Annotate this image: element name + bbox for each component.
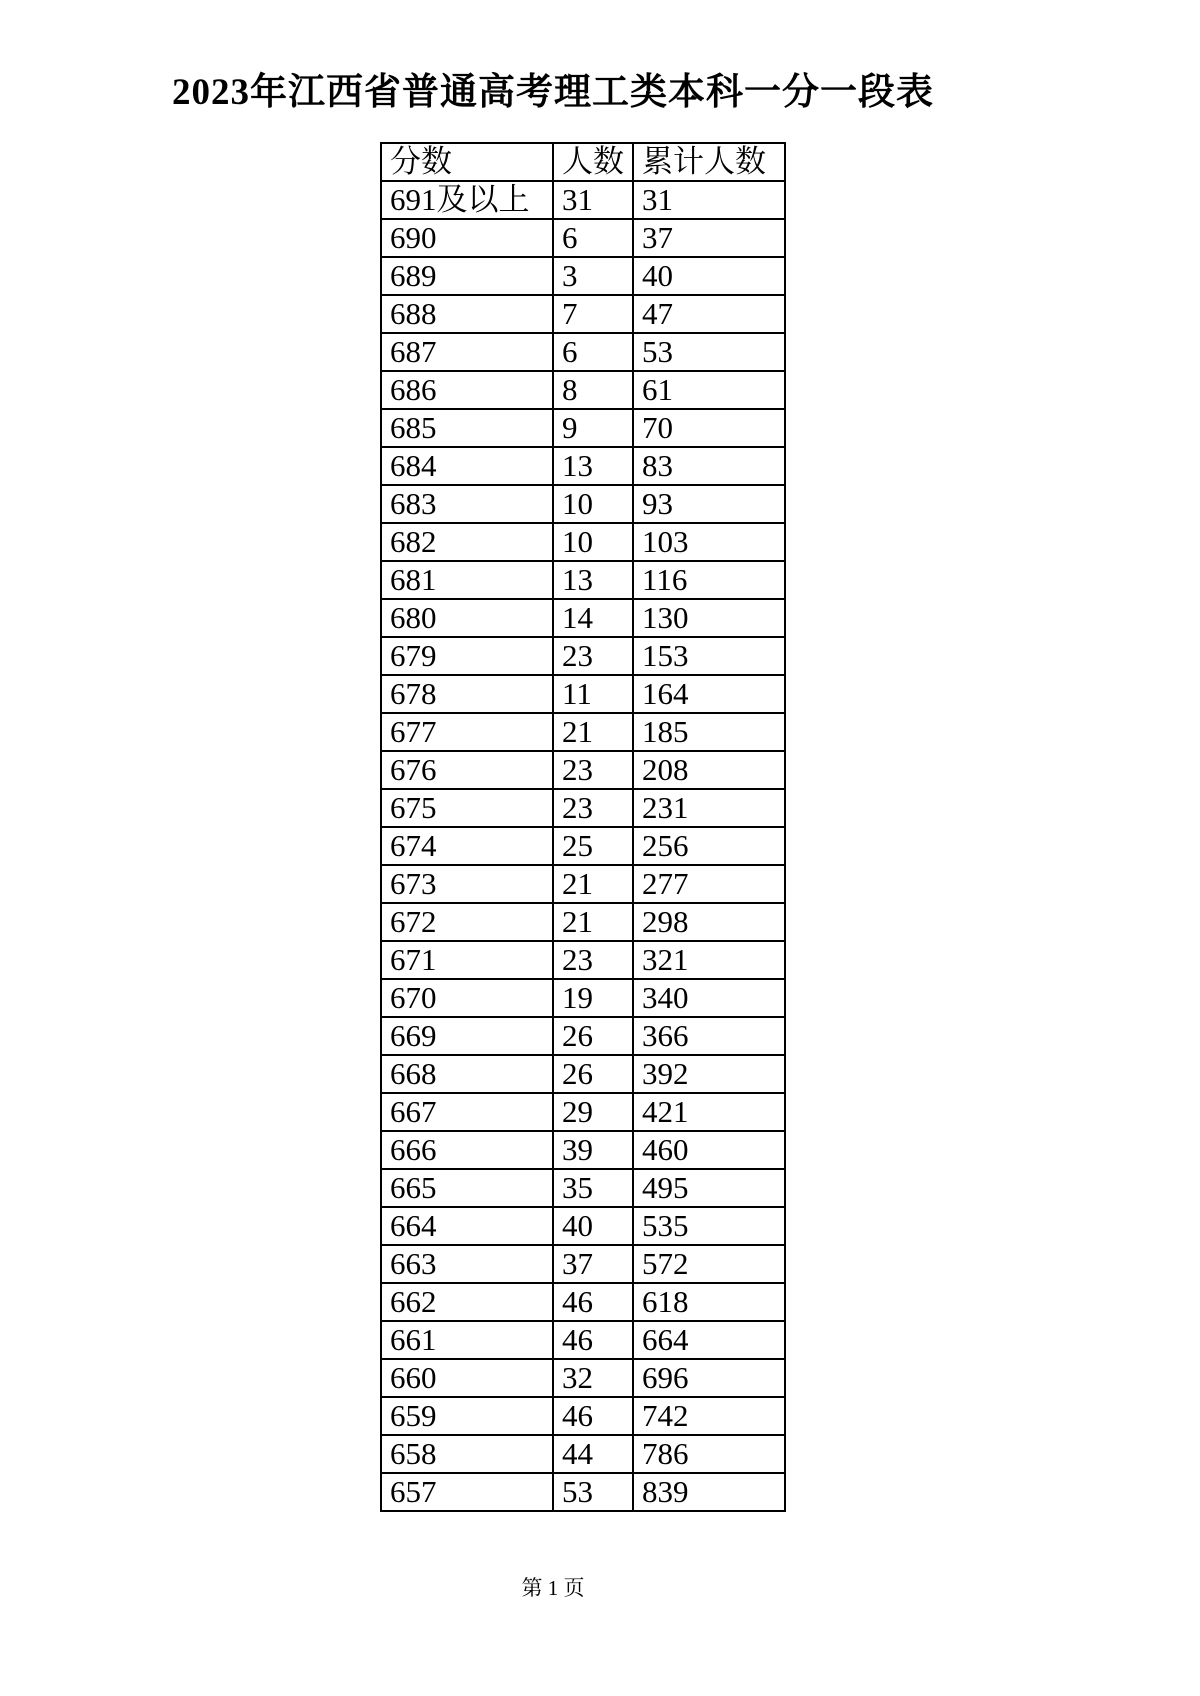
count-cell: 13	[553, 447, 633, 485]
count-cell: 35	[553, 1169, 633, 1207]
page-number: 第 1 页	[521, 1576, 585, 1600]
table-row	[381, 1359, 785, 1397]
count-cell: 11	[553, 675, 633, 713]
table-header-row	[381, 143, 785, 181]
count-cell: 19	[553, 979, 633, 1017]
cumulative-cell: 421	[633, 1093, 785, 1131]
cumulative-cell: 298	[633, 903, 785, 941]
table-row	[381, 523, 785, 561]
score-cell: 673	[381, 865, 553, 903]
table-row	[381, 1435, 785, 1473]
score-cell: 678	[381, 675, 553, 713]
cumulative-cell: 130	[633, 599, 785, 637]
cumulative-cell: 164	[633, 675, 785, 713]
score-cell: 667	[381, 1093, 553, 1131]
table-row	[381, 979, 785, 1017]
cumulative-cell: 392	[633, 1055, 785, 1093]
table-row	[381, 599, 785, 637]
score-cell: 685	[381, 409, 553, 447]
score-cell: 686	[381, 371, 553, 409]
cumulative-cell: 256	[633, 827, 785, 865]
score-cell: 671	[381, 941, 553, 979]
count-cell: 44	[553, 1435, 633, 1473]
score-cell: 681	[381, 561, 553, 599]
cumulative-cell: 208	[633, 751, 785, 789]
cumulative-cell: 103	[633, 523, 785, 561]
column-header-cumulative: 累计人数	[633, 143, 785, 181]
count-cell: 7	[553, 295, 633, 333]
cumulative-cell: 618	[633, 1283, 785, 1321]
cumulative-cell: 31	[633, 181, 785, 219]
score-cell: 668	[381, 1055, 553, 1093]
count-cell: 14	[553, 599, 633, 637]
score-cell: 664	[381, 1207, 553, 1245]
count-cell: 31	[553, 181, 633, 219]
cumulative-cell: 786	[633, 1435, 785, 1473]
cumulative-cell: 321	[633, 941, 785, 979]
score-cell: 666	[381, 1131, 553, 1169]
table-row	[381, 1169, 785, 1207]
count-cell: 23	[553, 789, 633, 827]
count-cell: 21	[553, 865, 633, 903]
table-row	[381, 1207, 785, 1245]
score-cell: 662	[381, 1283, 553, 1321]
score-cell: 660	[381, 1359, 553, 1397]
count-cell: 21	[553, 903, 633, 941]
score-cell: 687	[381, 333, 553, 371]
count-cell: 46	[553, 1283, 633, 1321]
count-cell: 10	[553, 523, 633, 561]
cumulative-cell: 153	[633, 637, 785, 675]
cumulative-cell: 572	[633, 1245, 785, 1283]
cumulative-cell: 185	[633, 713, 785, 751]
cumulative-cell: 116	[633, 561, 785, 599]
score-cell: 665	[381, 1169, 553, 1207]
count-cell: 29	[553, 1093, 633, 1131]
count-cell: 23	[553, 941, 633, 979]
score-cell: 670	[381, 979, 553, 1017]
column-header-count: 人数	[553, 143, 633, 181]
cumulative-cell: 535	[633, 1207, 785, 1245]
cumulative-cell: 460	[633, 1131, 785, 1169]
count-cell: 46	[553, 1397, 633, 1435]
score-cell: 674	[381, 827, 553, 865]
count-cell: 10	[553, 485, 633, 523]
page-title: 2023年江西省普通高考理工类本科一分一段表	[172, 72, 934, 113]
score-cell: 659	[381, 1397, 553, 1435]
table-row	[381, 941, 785, 979]
score-cell: 661	[381, 1321, 553, 1359]
count-cell: 9	[553, 409, 633, 447]
cumulative-cell: 366	[633, 1017, 785, 1055]
cumulative-cell: 231	[633, 789, 785, 827]
score-cell: 688	[381, 295, 553, 333]
count-cell: 37	[553, 1245, 633, 1283]
score-cell: 676	[381, 751, 553, 789]
cumulative-cell: 93	[633, 485, 785, 523]
count-cell: 53	[553, 1473, 633, 1511]
table-row	[381, 561, 785, 599]
count-cell: 26	[553, 1055, 633, 1093]
cumulative-cell: 53	[633, 333, 785, 371]
score-cell: 684	[381, 447, 553, 485]
cumulative-cell: 70	[633, 409, 785, 447]
cumulative-cell: 277	[633, 865, 785, 903]
cumulative-cell: 495	[633, 1169, 785, 1207]
count-cell: 26	[553, 1017, 633, 1055]
table-row	[381, 257, 785, 295]
score-cell: 680	[381, 599, 553, 637]
count-cell: 46	[553, 1321, 633, 1359]
count-cell: 25	[553, 827, 633, 865]
table-row	[381, 637, 785, 675]
table-row	[381, 1093, 785, 1131]
score-distribution-table	[380, 142, 786, 1512]
score-cell: 677	[381, 713, 553, 751]
score-cell: 683	[381, 485, 553, 523]
count-cell: 6	[553, 219, 633, 257]
count-cell: 23	[553, 751, 633, 789]
table-row	[381, 713, 785, 751]
table-row	[381, 1321, 785, 1359]
score-cell: 672	[381, 903, 553, 941]
table-row	[381, 295, 785, 333]
cumulative-cell: 37	[633, 219, 785, 257]
table-row	[381, 827, 785, 865]
cumulative-cell: 40	[633, 257, 785, 295]
count-cell: 21	[553, 713, 633, 751]
count-cell: 3	[553, 257, 633, 295]
cumulative-cell: 61	[633, 371, 785, 409]
table-row	[381, 1283, 785, 1321]
score-cell: 690	[381, 219, 553, 257]
table-row	[381, 409, 785, 447]
table-row	[381, 1017, 785, 1055]
table-row	[381, 181, 785, 219]
cumulative-cell: 696	[633, 1359, 785, 1397]
cumulative-cell: 839	[633, 1473, 785, 1511]
table-row	[381, 903, 785, 941]
count-cell: 23	[553, 637, 633, 675]
score-cell: 691及以上	[381, 181, 553, 219]
cumulative-cell: 83	[633, 447, 785, 485]
score-cell: 657	[381, 1473, 553, 1511]
table-row	[381, 333, 785, 371]
cumulative-cell: 47	[633, 295, 785, 333]
cumulative-cell: 664	[633, 1321, 785, 1359]
score-cell: 675	[381, 789, 553, 827]
score-cell: 679	[381, 637, 553, 675]
cumulative-cell: 742	[633, 1397, 785, 1435]
count-cell: 39	[553, 1131, 633, 1169]
table-row	[381, 485, 785, 523]
table-row	[381, 1055, 785, 1093]
cumulative-cell: 340	[633, 979, 785, 1017]
count-cell: 8	[553, 371, 633, 409]
count-cell: 13	[553, 561, 633, 599]
table-row	[381, 371, 785, 409]
count-cell: 6	[553, 333, 633, 371]
table-row	[381, 789, 785, 827]
count-cell: 32	[553, 1359, 633, 1397]
table-row	[381, 1397, 785, 1435]
score-cell: 658	[381, 1435, 553, 1473]
count-cell: 40	[553, 1207, 633, 1245]
score-cell: 669	[381, 1017, 553, 1055]
table-row	[381, 219, 785, 257]
table-row	[381, 675, 785, 713]
table-row	[381, 1131, 785, 1169]
table-row	[381, 751, 785, 789]
table-row	[381, 1245, 785, 1283]
score-cell: 682	[381, 523, 553, 561]
table-row	[381, 865, 785, 903]
table-row	[381, 1473, 785, 1511]
score-cell: 663	[381, 1245, 553, 1283]
column-header-score: 分数	[381, 143, 553, 181]
score-cell: 689	[381, 257, 553, 295]
table-row	[381, 447, 785, 485]
